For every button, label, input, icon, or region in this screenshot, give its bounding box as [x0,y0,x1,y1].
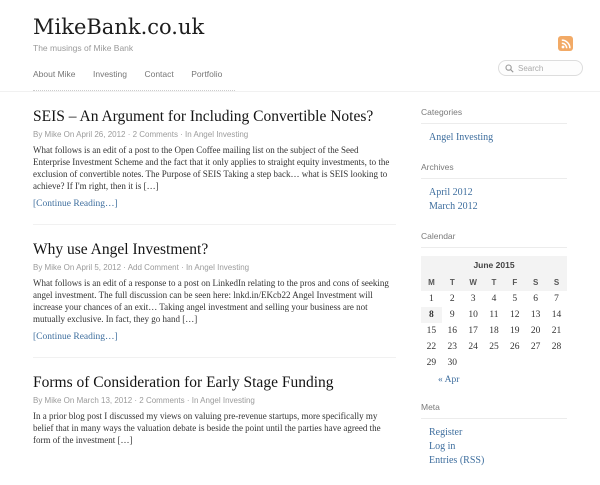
calendar-day: 28 [551,342,562,352]
post-why-use-angel-investment [33,225,396,358]
calendar-day: 9 [449,310,455,320]
calendar-day: 1 [429,294,434,304]
calendar-day: 17 [468,326,478,336]
calendar-day: 7 [554,294,559,304]
calendar-day: 20 [530,326,541,336]
main-nav [33,64,572,91]
calendar-day: 14 [551,310,562,320]
meta-link-register[interactable]: Register [429,427,463,438]
meta-heading: Meta [421,402,567,419]
calendar-day: 27 [530,342,541,352]
search-icon [505,64,514,73]
weekday-label: W [463,274,484,291]
weekday-label: S [525,274,546,291]
nav-item-contact[interactable]: Contact [144,69,174,79]
archives-heading: Archives [421,162,567,179]
search-input[interactable] [518,64,576,73]
continue-reading-link[interactable]: [Continue Reading…] [33,332,118,342]
nav-item-portfolio[interactable]: Portfolio [191,69,223,79]
sidebar [421,92,567,485]
calendar-day: 29 [426,358,437,368]
post-forms-of-consideration [33,358,396,459]
calendar-day [525,355,546,371]
post-title[interactable]: Forms of Consideration for Early Stage Funding [33,374,334,391]
calendar-day: 6 [533,294,539,304]
rss-icon[interactable] [558,36,573,51]
meta-link-log-in[interactable]: Log in [429,441,456,452]
calendar-month-label: June 2015 [421,256,567,274]
calendar-day [484,355,505,371]
calendar-day: 23 [447,342,458,352]
weekday-label: T [442,274,463,291]
calendar-widget [421,231,567,385]
calendar-day [463,355,484,371]
category-link-angel-investing[interactable]: Angel Investing [429,132,494,143]
post-meta: By Mike On March 13, 2012 · 2 Comments · In Angel Investing [33,396,255,405]
calendar-day: 16 [447,326,458,336]
archive-link-april-2012[interactable]: April 2012 [429,187,473,198]
posts-column [33,92,396,485]
calendar-day: 19 [510,326,520,336]
calendar-day: 30 [447,358,458,368]
post-excerpt: What follows is an edit of a response to a post on LinkedIn relating to the pros and cons of seeking angel investment. The full discussion can be seen here: lnkd.in/EKcb22 Angel Investment will increase your chances of an exit… Taking angel investment and selling your business are not mutually exclusive. In fact, they go hand […] [33,278,389,324]
calendar-day: 3 [470,294,476,304]
nav-item-investing[interactable]: Investing [92,69,128,79]
calendar-day: 4 [491,294,497,304]
calendar-day: 21 [551,326,562,336]
meta-link-entries-rss[interactable]: Entries (RSS) [429,455,485,466]
site-tagline: The musings of Mike Bank [33,43,134,53]
calendar-prev-month-link[interactable]: « Apr [438,375,460,385]
site-title[interactable]: MikeBank.co.uk [33,15,205,39]
calendar-day: 25 [489,342,499,352]
continue-reading-link[interactable]: [Continue Reading…] [33,199,118,209]
calendar-heading: Calendar [421,231,567,248]
calendar-day: 12 [510,310,520,320]
categories-widget [421,107,567,145]
post-excerpt: What follows is an edit of a post to the Open Coffee mailing list on the subject of the Seed Enterprise Investment Scheme and the fact that it only applies to straight equity investments, to the exclusion of convertible notes. The Purpose of SEIS Taking a step back… what is SEIS looking to achieve? If I'm right, then it is […] [33,145,390,191]
search-box[interactable] [498,60,583,76]
content-area [0,92,600,485]
categories-heading: Categories [421,107,567,124]
nav-item-about-mike[interactable]: About Mike [33,69,76,79]
weekday-label: T [484,274,505,291]
calendar-day: 26 [510,342,520,352]
post-meta: By Mike On April 5, 2012 · Add Comment · In Angel Investing [33,263,250,272]
post-title[interactable]: Why use Angel Investment? [33,241,209,258]
calendar-day: 10 [468,310,478,320]
post-meta: By Mike On April 26, 2012 · 2 Comments · In Angel Investing [33,130,249,139]
meta-widget [421,402,567,468]
calendar-day: 11 [489,310,499,320]
calendar-day-today: 8 [421,307,442,323]
calendar-day [504,355,525,371]
calendar-day: 13 [530,310,541,320]
calendar-day: 2 [449,294,455,304]
archives-widget [421,162,567,214]
archive-link-march-2012[interactable]: March 2012 [429,201,478,212]
calendar-day: 24 [468,342,478,352]
calendar-day: 15 [426,326,437,336]
weekday-label: S [546,274,567,291]
post-excerpt: In a prior blog post I discussed my views on valuing pre-revenue startups, more specifically my belief that in many ways the valuation debate is beside the point until the parties have agreed the form of the investment […] [33,411,381,445]
weekday-label: M [421,274,442,291]
rss-glyph [561,39,571,49]
calendar-table [421,256,567,385]
weekday-label: F [504,274,525,291]
calendar-day: 5 [512,294,518,304]
calendar-day: 18 [489,326,499,336]
site-header [0,0,600,92]
calendar-day: 22 [426,342,437,352]
post-seis-convertible-notes [33,92,396,225]
post-title[interactable]: SEIS – An Argument for Including Convertible Notes? [33,108,374,125]
calendar-day [546,355,567,371]
